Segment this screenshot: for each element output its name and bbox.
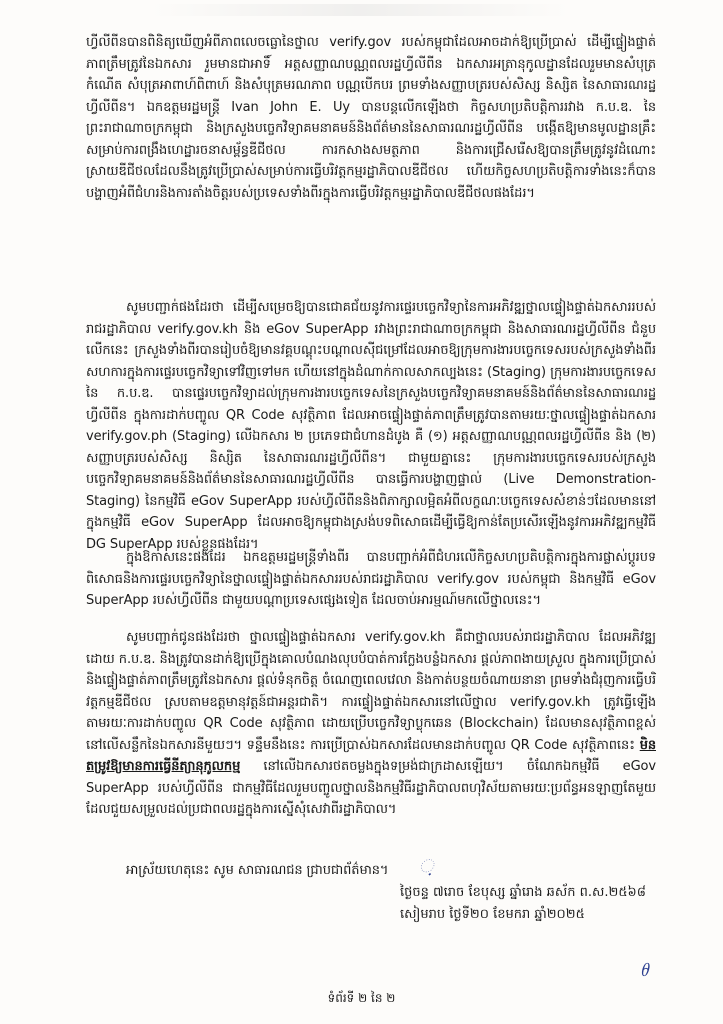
lunar-date: ថ្ងៃចន្ទ ៧រោច ខែបុស្ស ឆ្នាំរោង ឆស័ក ព.ស.២៥៦៨ [400,885,646,900]
paragraph-4-part-2: នៅលើឯកសារថតចម្លងក្នុងទម្រង់ជាក្រដាសឡើយ។ ចំណែកឯកម្មវិធី eGov SuperApp របស់ហ្វីលីពីន ជាកម្មវិធីដែលរួមបញ្ចូលថ្នាលនិងកម្មវិធីរដ្ឋាភិបាលពហុវិស័យតាមរយៈប្រព័ន្ធអនឡាញតែមួយ ដែលជួយសម្រួលដល់ប្រជាពលរដ្ឋក្នុងការស្នើសុំសេវាពីរដ្ឋាភិបាល។ [86,759,656,817]
paragraph-4-part-1: សូមបញ្ជាក់ជូនផងដែរថា ថ្នាលផ្ទៀងផ្ទាត់ឯកសារ verify.gov.kh គឺជាថ្នាលរបស់រាជរដ្ឋាភិបាល ដែលអភិវឌ្ឍដោយ ក.ប.ឌ. និងត្រូវបានដាក់ឱ្យប្រើក្នុងគោលបំណងលុបបំបាត់ការក្លែងបន្លំឯកសារ ផ្តល់ភាពងាយស្រួល ក្នុងការប្រើប្រាស់និងផ្ទៀងផ្ទាត់ភាពត្រឹមត្រូវនៃឯកសារ ផ្តល់ទំនុកចិត្ត ចំណេញពេលវេលា និងកាត់បន្ថយចំណាយនានា ព្រមទាំងជំរុញការធ្វើបរិវត្តកម្មឌីជីថល ស្របតាមឧត្តមានុវត្តន៍ជាអន្តរជាតិ។ ការផ្ទៀងផ្ទាត់ឯកសារនៅលើថ្នាល verify.gov.kh ត្រូវធ្វើឡើងតាមរយៈការដាក់បញ្ចូល QR Code សុវត្ថិភាព ដោយប្រើបច្ចេកវិទ្យាប្លុកឆេន (Blockchain) ដែលមានសុវត្ថិភាពខ្ពស់នៅលើសន្លឹកនៃឯកសារនីមួយៗ។ ទន្ទឹមនឹងនេះ ការប្រើប្រាស់ឯកសារដែលមានដាក់បញ្ចូល QR Code សុវត្ថិភាពនេះ [86,630,656,753]
paragraph-2: សូមបញ្ជាក់ផងដែរថា ដើម្បីសម្រេចឱ្យបានជោគជ័យនូវការផ្ទេរបច្ចេកវិទ្យានៃការអភិវឌ្ឍថ្នាលផ្ទៀងផ្ទាត់ឯកសាររបស់រាជរដ្ឋាភិបាល verify.gov.kh និង eGov SuperApp រវាងព្រះរាជាណាចក្រកម្ពុជា និងសាធារណរដ្ឋហ្វីលីពីន ជំនួបលើកនេះ ក្រសួងទាំងពីរបានរៀបចំឱ្យមានវគ្គបណ្តុះបណ្តាលស៊ីជម្រៅដែលអាចឱ្យក្រុមការងារបច្ចេកទេសរបស់ក្រសួងទាំងពីរសហការក្នុងការផ្ទេរបច្ចេកវិទ្យាទៅវិញទៅមក ហើយនៅក្នុងដំណាក់កាលសាកល្បងនេះ (Staging) ក្រុមការងារបច្ចេកទេសនៃ ក.ប.ឌ. បានផ្ទេរបច្ចេកវិទ្យាដល់ក្រុមការងារបច្ចេកទេសនៃក្រសួងបច្ចេកវិទ្យាគមនាគមន៍និងព័ត៌មាននៃសាធារណរដ្ឋហ្វីលីពីន ក្នុងការដាក់បញ្ចូល QR Code សុវត្ថិភាព ដែលអាចផ្ទៀងផ្ទាត់ភាពត្រឹមត្រូវបានតាមរយៈថ្នាលផ្ទៀងផ្ទាត់ឯកសារ verify.gov.ph (Staging) លើឯកសារ ២ ប្រភេទជាជំហានដំបូង គឺ (១) អត្តសញ្ញាណបណ្ណពលរដ្ឋហ្វីលីពីន និង (២) សញ្ញាបត្ររបស់សិស្ស និស្សិត នៃសាធារណរដ្ឋហ្វីលីពីន។ ជាមួយគ្នានេះ ក្រុមការងារបច្ចេកទេសរបស់ក្រសួងបច្ចេកវិទ្យាគមនាគមន៍និងព័ត៌មាននៃសាធារណរដ្ឋហ្វីលីពីន បានធ្វើការបង្ហាញផ្ទាល់ (Live Demonstration-Staging) នៃកម្មវិធី eGov SuperApp របស់ហ្វីលីពីននិងពិភាក្សាលម្អិតអំពីលក្ខណៈបច្ចេកទេសសំខាន់ៗដែលមាននៅក្នុងកម្មវិធី eGov SuperApp ដែលអាចឱ្យកម្ពុជាងស្រង់បទពិសោធដើម្បីធ្វើឱ្យកាន់តែប្រសើរឡើងនូវការអភិវឌ្ឍកម្មវិធី DG SuperApp របស់ខ្លួនផងដែរ។ [86,300,656,552]
paragraph-3: ក្នុងឱកាសនេះផងដែរ ឯកឧត្តមរដ្ឋមន្ត្រីទាំងពីរ បានបញ្ជាក់អំពីជំហរលើកិច្ចសហប្រតិបត្តិការក្នុងការផ្លាស់ប្តូរបទពិសោធនិងការផ្ទេរបច្ចេកវិទ្យានៃថ្នាលផ្ទៀងផ្ទាត់ឯកសាររបស់រាជរដ្ឋាភិបាល verify.gov របស់កម្ពុជា និងកម្មវិធី eGov SuperApp របស់ហ្វីលីពីន ជាមួយបណ្តាប្រទេសផ្សេងទៀត ដែលចាប់អារម្មណ៍មកលើថ្នាលនេះ។ [86,550,656,608]
paragraph-1: ហ្វីលីពីនបានពិនិត្យឃើញអំពីភាពលេចធ្លោនៃថ្នាល verify.gov របស់កម្ពុជាដែលអាចដាក់ឱ្យប្រើប្រាស់ ដើម្បីផ្ទៀងផ្ទាត់ភាពត្រឹមត្រូវនៃឯកសារ រួមមានជាអាទិ៍ អត្តសញ្ញាណបណ្ណពលរដ្ឋហ្វីលីពីន ឯកសារអត្រានុកូលដ្ឋានដែលរួមមានសំបុត្រកំណើត សំបុត្រអាពាហ៍ពិពាហ៍ និងសំបុត្រមរណភាព បណ្ណបើកបរ ព្រមទាំងសញ្ញាបត្ររបស់សិស្ស និស្សិត នៃសាធារណរដ្ឋហ្វីលីពីន។ ឯកឧត្តមរដ្ឋមន្ត្រី Ivan John E. Uy បានបន្តលើកឡើងថា កិច្ចសហប្រតិបត្តិការរវាង ក.ប.ឌ. នៃព្រះរាជាណាចក្រកម្ពុជា និងក្រសួងបច្ចេកវិទ្យាគមនាគមន៍និងព័ត៌មាននៃសាធារណរដ្ឋហ្វីលីពីន បង្កើតឱ្យមានមូលដ្ឋានគ្រឹះសម្រាប់ការពង្រឹងហេដ្ឋារចនាសម្ព័ន្ធឌីជីថល ការកសាងសមត្ថភាព និងការជ្រើសរើសឱ្យបានត្រឹមត្រូវនូវដំណោះស្រាយឌីជីថលដែលនឹងត្រូវប្រើប្រាស់សម្រាប់ការធ្វើបរិវត្តកម្មរដ្ឋាភិបាលឌីជីថល ហើយកិច្ចសហប្រតិបត្តិការទាំងនេះក៏បានបង្ហាញអំពីជំហរនិងការតាំងចិត្តរបស់ប្រទេសទាំងពីរក្នុងការធ្វើបរិវត្តកម្មរដ្ឋាភិបាលឌីជីថលផងដែរ។ [86,35,656,201]
paragraph-4 [86,627,656,857]
handwritten-initial: ᨘ [419,856,434,877]
solar-date: សៀមរាប ថ្ងៃទី២០ ខែមករា ឆ្នាំ២០២៥ [400,907,585,922]
date-block [400,882,670,926]
footer-initial: ᦲ [640,960,649,981]
emphasized-phrase: មិនតម្រូវឱ្យមានការធ្វើនីត្យានុកូលកម្ម [86,737,656,774]
faded-header [150,4,570,16]
page-number: ទំព័រទី ២ នៃ ២ [327,991,396,1005]
closing-line: អាស្រ័យហេតុនេះ សូម សាធារណជន ជ្រាបជាព័ត៌មាន។ [126,863,389,878]
